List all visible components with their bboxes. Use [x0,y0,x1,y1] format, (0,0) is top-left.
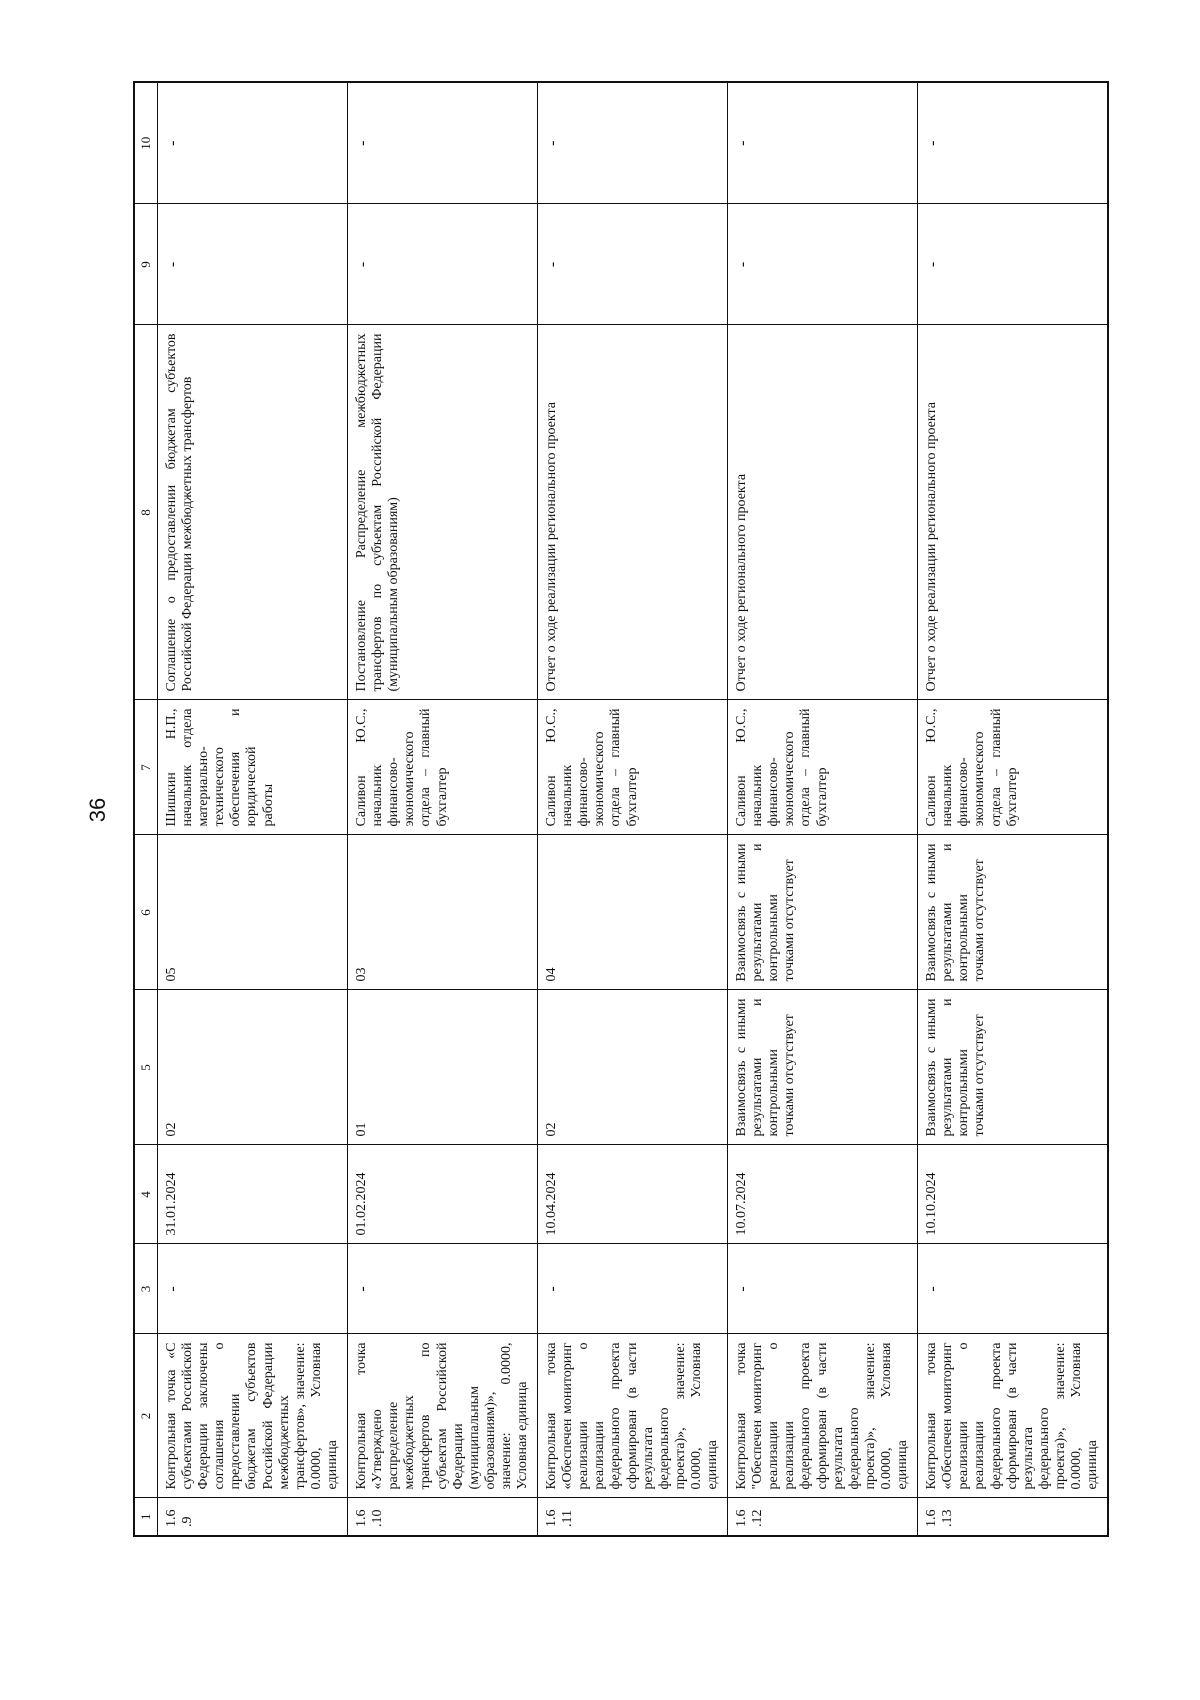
cell-col10: - [158,82,348,204]
deadline-date: 10.10.2024 [918,1145,1109,1244]
cell-col5: 02 [158,990,348,1145]
responsible-person: Саливон Ю.С., начальник финансово-экономического отдела – главный бухгалтер [348,700,538,835]
cell-col10: - [538,82,728,204]
table-container [133,83,1101,1537]
cell-col6: 05 [158,835,348,990]
deadline-date: 31.01.2024 [158,1145,348,1244]
cell-col10: - [348,82,538,204]
cell-col5: Взаимосвязь с иными результатами и контрольными точками отсутствует [918,990,1109,1145]
cell-col3: - [158,1244,348,1334]
responsible-person: Саливон Ю.С., начальник финансово-экономического отдела – главный бухгалтер [918,700,1109,835]
control-point-name: Контрольная точка «Обеспечен мониторинг реализации о реализации федерального проекта сформирован (в части результата федерального проекта)», значение: 0.0000, Условная единица [538,1334,728,1498]
cell-col10: - [918,82,1109,204]
responsible-person: Шишкин Н.П., начальник отдела материально-технического обеспечения и юридической работы [158,700,348,835]
cell-col9: - [158,204,348,325]
document-type: Постановление Распределение межбюджетных трансфертов по субъектам Российской Федерации (муниципальным образованиям) [348,325,538,700]
table-row [348,82,538,1536]
document-type: Отчет о ходе регионального проекта [728,325,918,700]
cell-col9: - [728,204,918,325]
cell-col6: Взаимосвязь с иными результатами и контрольными точками отсутствует [728,835,918,990]
cell-col6: Взаимосвязь с иными результатами и контрольными точками отсутствует [918,835,1109,990]
cell-col5: Взаимосвязь с иными результатами и контрольными точками отсутствует [728,990,918,1145]
cell-col3: - [348,1244,538,1334]
col-header-4: 4 [134,1145,158,1244]
col-header-6: 6 [134,835,158,990]
col-header-3: 3 [134,1244,158,1334]
row-number: 1.6.11 [538,1498,728,1536]
row-number: 1.6.13 [918,1498,1109,1536]
col-header-10: 10 [134,82,158,204]
control-point-name: Контрольная точка «С субъектами Российской Федерации заключены соглашения о предоставлении бюджетам субъектов Российской Федерации межбюджетных трансфертов», значение: 0.0000, Условная единица [158,1334,348,1498]
control-point-name: Контрольная точка «Обеспечен мониторинг реализации о реализации федерального проекта сформирован (в части результата федерального проекта)», значение: 0.0000, Условная единица [918,1334,1109,1498]
table-row [158,82,348,1536]
cell-col5: 02 [538,990,728,1145]
col-header-7: 7 [134,700,158,835]
cell-col10: - [728,82,918,204]
col-header-1: 1 [134,1498,158,1536]
col-header-8: 8 [134,325,158,700]
table-row [918,82,1109,1536]
cell-col3: - [538,1244,728,1334]
control-point-name: Контрольная точка "Обеспечен мониторинг реализации о реализации федерального проекта сформирован (в части результата федерального проекта)», значение: 0.0000, Условная единица [728,1334,918,1498]
col-header-5: 5 [134,990,158,1145]
cell-col3: - [728,1244,918,1334]
document-type: Соглашение о предоставлении бюджетам субъектов Российской Федерации межбюджетных трансфертов [158,325,348,700]
row-number: 1.6.9 [158,1498,348,1536]
table-row [728,82,918,1536]
responsible-person: Саливон Ю.С., начальник финансово-экономического отдела – главный бухгалтер [538,700,728,835]
cell-col9: - [348,204,538,325]
deadline-date: 10.07.2024 [728,1145,918,1244]
cell-col3: - [918,1244,1109,1334]
cell-col6: 04 [538,835,728,990]
cell-col5: 01 [348,990,538,1145]
col-header-9: 9 [134,204,158,325]
cell-col6: 03 [348,835,538,990]
deadline-date: 01.02.2024 [348,1145,538,1244]
page-number: 36 [85,797,110,823]
control-points-table [133,81,1109,1537]
responsible-person: Саливон Ю.С., начальник финансово-экономического отдела – главный бухгалтер [728,700,918,835]
row-number: 1.6.12 [728,1498,918,1536]
column-number-header [134,82,158,1536]
cell-col9: - [918,204,1109,325]
cell-col9: - [538,204,728,325]
row-number: 1.6.10 [348,1498,538,1536]
col-header-2: 2 [134,1334,158,1498]
document-type: Отчет о ходе реализации регионального проекта [538,325,728,700]
control-point-name: Контрольная точка «Утверждено распределение межбюджетных трансфертов по субъектам Российской Федерации (муниципальным образованиям)», значение: 0.0000, Условная единица [348,1334,538,1498]
document-type: Отчет о ходе реализации регионального проекта [918,325,1109,700]
table-row [538,82,728,1536]
rotated-table-frame [133,83,1101,1537]
deadline-date: 10.04.2024 [538,1145,728,1244]
